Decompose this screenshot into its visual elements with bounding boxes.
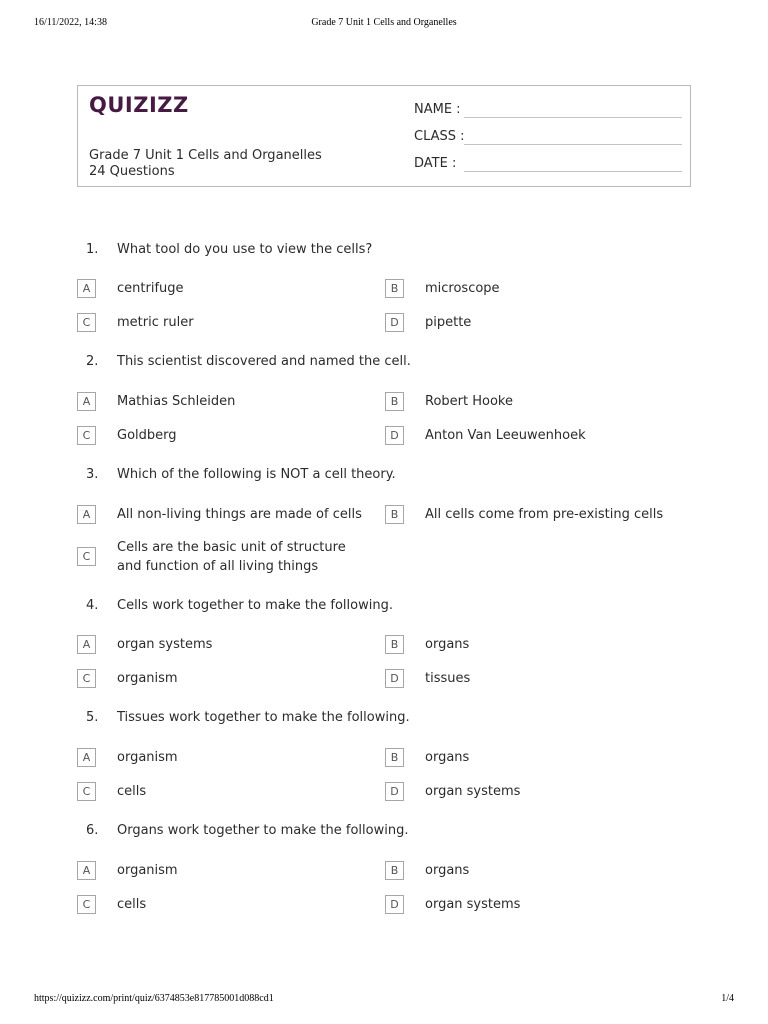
- option-text: organs: [425, 863, 470, 878]
- page-number: 1/4: [721, 993, 734, 1004]
- option-letter-box: D: [385, 313, 404, 332]
- print-footer: [34, 993, 734, 1007]
- question-text: Tissues work together to make the following.: [117, 710, 410, 725]
- print-date: 16/11/2022, 14:38: [34, 17, 107, 28]
- option-text: organism: [117, 671, 178, 686]
- option-letter-box: B: [385, 635, 404, 654]
- question-number: 6.: [86, 823, 99, 838]
- option-text: Mathias Schleiden: [117, 394, 236, 409]
- option-text: microscope: [425, 281, 500, 296]
- name-line: [464, 117, 682, 118]
- print-header: [34, 17, 734, 31]
- question-text: Which of the following is NOT a cell theory.: [117, 467, 396, 482]
- option-letter-box: A: [77, 279, 96, 298]
- question-text: Cells work together to make the following.: [117, 598, 393, 613]
- question-number: 2.: [86, 354, 99, 369]
- option-text: organs: [425, 637, 470, 652]
- option-letter-box: A: [77, 505, 96, 524]
- option-letter-box: A: [77, 748, 96, 767]
- class-line: [464, 144, 682, 145]
- question-number: 4.: [86, 598, 99, 613]
- option-text: Anton Van Leeuwenhoek: [425, 428, 586, 443]
- option-text: organ systems: [425, 897, 521, 912]
- option-text: metric ruler: [117, 315, 194, 330]
- question-text: This scientist discovered and named the cell.: [117, 354, 411, 369]
- class-label: CLASS :: [414, 129, 465, 144]
- option-letter-box: B: [385, 279, 404, 298]
- option-letter-box: D: [385, 426, 404, 445]
- print-url[interactable]: https://quizizz.com/print/quiz/6374853e817785001d088cd1: [34, 993, 274, 1004]
- option-letter-box: A: [77, 861, 96, 880]
- quizizz-logo: QUIZIZZ: [89, 93, 189, 117]
- option-letter-box: B: [385, 392, 404, 411]
- option-letter-box: A: [77, 392, 96, 411]
- name-label: NAME :: [414, 102, 461, 117]
- option-letter-box: C: [77, 895, 96, 914]
- option-text: pipette: [425, 315, 472, 330]
- option-text: Goldberg: [117, 428, 177, 443]
- option-letter-box: D: [385, 895, 404, 914]
- option-text: Robert Hooke: [425, 394, 513, 409]
- option-text: tissues: [425, 671, 471, 686]
- question-count: 24 Questions: [89, 164, 175, 179]
- option-letter-box: C: [77, 426, 96, 445]
- option-text: centrifuge: [117, 281, 184, 296]
- date-label: DATE :: [414, 156, 457, 171]
- option-letter-box: D: [385, 669, 404, 688]
- option-text: organism: [117, 863, 178, 878]
- option-text: organ systems: [117, 637, 213, 652]
- quiz-header-box: [77, 85, 691, 187]
- option-letter-box: C: [77, 313, 96, 332]
- option-letter-box: B: [385, 505, 404, 524]
- question-text: What tool do you use to view the cells?: [117, 242, 373, 257]
- option-text: cells: [117, 784, 147, 799]
- question-number: 5.: [86, 710, 99, 725]
- option-text: organism: [117, 750, 178, 765]
- date-line: [464, 171, 682, 172]
- quiz-title: Grade 7 Unit 1 Cells and Organelles: [89, 148, 322, 163]
- option-text: All non-living things are made of cells: [117, 507, 362, 522]
- option-letter-box: B: [385, 861, 404, 880]
- question-text: Organs work together to make the following.: [117, 823, 409, 838]
- option-letter-box: C: [77, 547, 96, 566]
- question-number: 1.: [86, 242, 99, 257]
- option-letter-box: C: [77, 669, 96, 688]
- option-text: organs: [425, 750, 470, 765]
- option-text: All cells come from pre-existing cells: [425, 507, 664, 522]
- option-letter-box: B: [385, 748, 404, 767]
- option-letter-box: D: [385, 782, 404, 801]
- option-text: Cells are the basic unit of structure and function of all living things: [117, 540, 346, 574]
- option-text: organ systems: [425, 784, 521, 799]
- print-title: Grade 7 Unit 1 Cells and Organelles: [311, 17, 457, 28]
- option-text: cells: [117, 897, 147, 912]
- option-letter-box: C: [77, 782, 96, 801]
- option-letter-box: A: [77, 635, 96, 654]
- question-number: 3.: [86, 467, 99, 482]
